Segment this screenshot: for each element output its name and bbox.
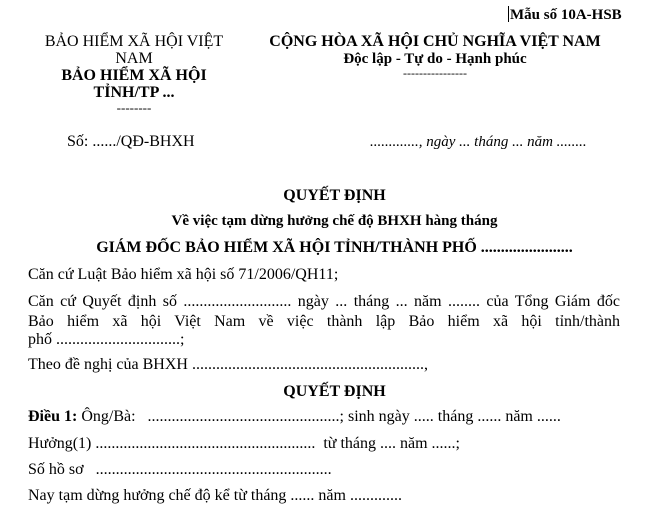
document-number: Số: ....../QĐ-BHXH [67, 133, 195, 150]
article1-benefit: Hưởng(1) ....................................................... từ tháng .... năm ......; [28, 435, 460, 452]
basis-decision-line3: phố ...............................; [28, 331, 185, 348]
article1-person-text: Ông/Bà: ................................................; sinh ngày ..... tháng ...... năm ...... [77, 408, 561, 425]
sub-agency-line1: BẢO HIỂM XÃ HỘI [61, 67, 207, 84]
motto: Độc lập - Tự do - Hạnh phúc [343, 51, 527, 67]
country-name: CỘNG HÒA XÃ HỘI CHỦ NGHĨA VIỆT NAM [269, 33, 601, 50]
article1-file-number: Số hồ sơ ........................................................... [28, 461, 332, 478]
document-subject: Về việc tạm dừng hưởng chế độ BHXH hàng tháng [171, 213, 498, 229]
agency-line1: BẢO HIỂM XÃ HỘI VIỆT [44, 33, 224, 50]
date-line: ............., ngày ... tháng ... năm ........ [370, 134, 587, 150]
document-title: QUYẾT ĐỊNH [283, 187, 386, 204]
article1-suspend: Nay tạm dừng hưởng chế độ kể từ tháng ...... năm ............. [28, 487, 402, 504]
left-divider: -------- [116, 100, 152, 115]
basis-decision-line1: Căn cứ Quyết định số ........................... ngày ... tháng ... năm ........ của Tổng Giám đốc [28, 293, 620, 310]
decision-title: QUYẾT ĐỊNH [283, 383, 386, 400]
basis-decision-line2: Bảo hiểm xã hội Việt Nam về việc thành lập Bảo hiểm xã hội tỉnh/thành [28, 313, 620, 330]
form-code [508, 6, 622, 24]
sub-agency-line2: TỈNH/TP ... [93, 84, 175, 101]
basis-law: Căn cứ Luật Bảo hiểm xã hội số 71/2006/QH11; [28, 266, 339, 283]
form-code-text: Mẫu số 10A-HSB [510, 7, 622, 23]
issuing-authority: GIÁM ĐỐC BẢO HIỂM XÃ HỘI TỈNH/THÀNH PHỐ ....................... [96, 239, 573, 256]
text-cursor [508, 6, 509, 22]
article1-person [28, 408, 561, 426]
article1-label: Điều 1: [28, 408, 78, 425]
right-divider: ---------------- [403, 66, 467, 80]
left-header [18, 33, 250, 115]
basis-proposal: Theo đề nghị của BHXH .........................................................., [28, 356, 428, 373]
agency-line2: NAM [115, 50, 153, 67]
